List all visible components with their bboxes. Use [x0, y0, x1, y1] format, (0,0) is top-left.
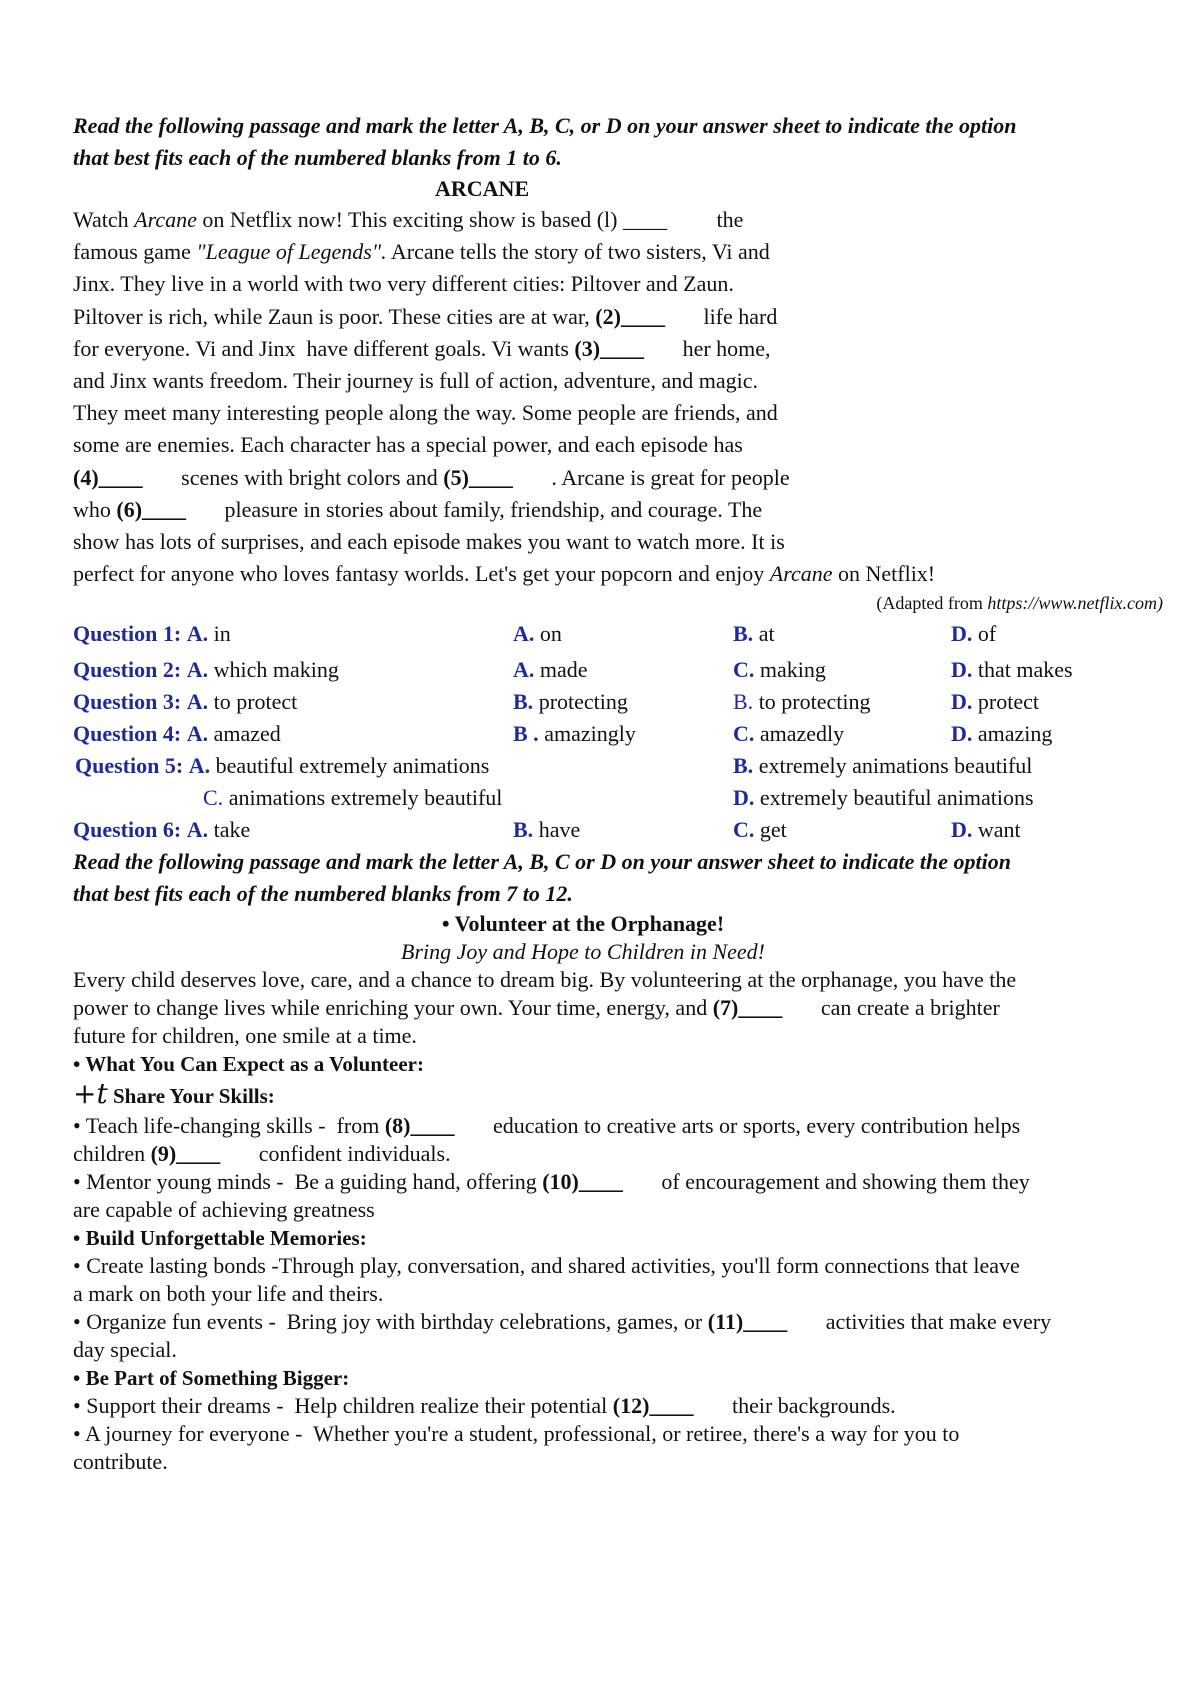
passage-line: (4)____ scenes with bright colors and (5)____ . Arcane is great for people	[73, 464, 790, 490]
option-c[interactable]: C. get	[733, 817, 787, 843]
option-d[interactable]: D. protect	[951, 689, 1039, 715]
passage-line: and Jinx wants freedom. Their journey is full of action, adventure, and magic.	[73, 368, 759, 394]
question-1: Question 1: A. in A. on B. at D. of	[73, 618, 1163, 650]
option-c[interactable]: C. amazedly	[733, 721, 845, 747]
instruction-1-line-1: Read the following passage and mark the letter A, B, C, or D on your answer sheet to indicate the option	[73, 113, 1017, 138]
passage-arcane	[73, 204, 936, 590]
passage-line: Piltover is rich, while Zaun is poor. These cities are at war, (2)____ life hard	[73, 303, 778, 329]
option-b[interactable]: B . amazingly	[513, 721, 636, 747]
option-c[interactable]: C. animations extremely beautiful	[203, 785, 503, 811]
bullet-line: children (9)____ confident individuals.	[73, 1141, 451, 1167]
question-4: Question 4: A. amazed B . amazingly C. amazedly D. amazing	[73, 718, 1163, 750]
skills-heading: +t Share Your Skills:	[73, 1077, 275, 1111]
passage-line: Jinx. They live in a world with two very different cities: Piltover and Zaun.	[73, 271, 734, 297]
instruction-1-line-2: that best fits each of the numbered blanks from 1 to 6.	[73, 145, 562, 170]
passage-line: future for children, one smile at a time.	[73, 1023, 417, 1049]
option-c[interactable]: C. making	[733, 657, 826, 683]
bullet-line: contribute.	[73, 1449, 168, 1475]
option-b[interactable]: B. have	[513, 817, 581, 843]
bullet-line: • A journey for everyone - Whether you're a student, professional, or retiree, there's a way for you to	[73, 1421, 960, 1447]
passage-title: ARCANE	[435, 176, 530, 201]
question-2: Question 2: A. which making A. made C. making D. that makes	[73, 654, 1163, 686]
option-d[interactable]: D. amazing	[951, 721, 1053, 747]
passage-orphanage	[73, 966, 1163, 1476]
passage-2-title: • Volunteer at the Orphanage!	[441, 911, 725, 937]
bullet-line: a mark on both your life and theirs.	[73, 1281, 384, 1307]
passage-line: some are enemies. Each character has a special power, and each episode has	[73, 432, 743, 458]
blank-2: (2)____	[595, 303, 665, 329]
option-b[interactable]: B. protecting	[513, 689, 628, 715]
memories-heading: • Build Unforgettable Memories:	[73, 1226, 367, 1251]
passage-line: Watch Arcane on Netflix now! This exciting show is based (l) ____ the	[73, 207, 744, 232]
passage-line: Every child deserves love, care, and a chance to dream big. By volunteering at the orphanage, you have the	[73, 967, 1017, 993]
blank-12: (12)____	[612, 1393, 694, 1419]
passage-line: for everyone. Vi and Jinx have different goals. Vi wants (3)____ her home,	[73, 335, 771, 361]
instruction-2-line-2: that best fits each of the numbered blanks from 7 to 12.	[73, 881, 573, 907]
bullet-line: day special.	[73, 1337, 177, 1363]
bullet-line: • Mentor young minds - Be a guiding hand, offering (10)____ of encouragement and showing them they	[73, 1169, 1030, 1195]
bigger-heading: • Be Part of Something Bigger:	[73, 1366, 350, 1391]
passage-2-subtitle: Bring Joy and Hope to Children in Need!	[401, 939, 765, 965]
blank-5: (5)____	[443, 464, 513, 490]
instruction-2	[73, 846, 1163, 910]
instruction-1	[73, 110, 1163, 174]
exam-page	[73, 110, 1163, 1476]
option-c[interactable]: B. to protecting	[733, 689, 871, 715]
instruction-2-line-1: Read the following passage and mark the letter A, B, C or D on your answer sheet to indicate the option	[73, 849, 1011, 875]
option-d[interactable]: D. extremely beautiful animations	[733, 785, 1034, 811]
passage-line: who (6)____ pleasure in stories about family, friendship, and courage. The	[73, 496, 763, 522]
bullet-line: • Teach life-changing skills - from (8)____ education to creative arts or sports, every contribution helps	[73, 1113, 1021, 1139]
option-b[interactable]: A. on	[513, 621, 562, 647]
option-d[interactable]: D. want	[951, 817, 1021, 843]
plus-t-symbol: +t	[73, 1077, 108, 1111]
passage-line: power to change lives while enriching your own. Your time, energy, and (7)____ can create a brighter	[73, 995, 1000, 1021]
expect-heading: • What You Can Expect as a Volunteer:	[73, 1052, 424, 1077]
bullet-line: • Support their dreams - Help children realize their potential (12)____ their backgrounds.	[73, 1393, 896, 1419]
passage-line: famous game "League of Legends". Arcane tells the story of two sisters, Vi and	[73, 239, 770, 265]
passage-line: perfect for anyone who loves fantasy worlds. Let's get your popcorn and enjoy Arcane on Netflix!	[73, 561, 936, 587]
question-6: Question 6: A. take B. have C. get D. want	[73, 814, 1163, 846]
passage-line: show has lots of surprises, and each episode makes you want to watch more. It is	[73, 529, 785, 555]
question-5-row-2	[73, 782, 1163, 814]
source-citation: (Adapted from https://www.netflix.com)	[876, 593, 1163, 614]
bullet-line: • Create lasting bonds -Through play, conversation, and shared activities, you'll form connections that leave	[73, 1253, 1020, 1279]
blank-4: (4)____	[73, 464, 143, 490]
option-b[interactable]: B. extremely animations beautiful	[733, 753, 1033, 779]
bullet-line: are capable of achieving greatness	[73, 1197, 375, 1223]
option-d[interactable]: D. of	[951, 621, 997, 647]
passage-line: They meet many interesting people along the way. Some people are friends, and	[73, 400, 778, 426]
option-c[interactable]: B. at	[733, 621, 775, 647]
blank-7: (7)____	[712, 995, 783, 1021]
question-3: Question 3: A. to protect B. protecting B. to protecting D. protect	[73, 686, 1163, 718]
blank-11: (11)____	[707, 1309, 788, 1335]
blank-3: (3)____	[574, 335, 645, 361]
blank-9: (9)____	[150, 1141, 221, 1167]
question-5: Question 5: A. beautiful extremely animations B. extremely animations beautiful	[73, 750, 1163, 782]
blank-8: (8)____	[384, 1113, 455, 1139]
blank-6: (6)____	[116, 496, 187, 522]
blank-10: (10)____	[542, 1169, 623, 1195]
bullet-line: • Organize fun events - Bring joy with birthday celebrations, games, or (11)____ activities that make every	[73, 1309, 1052, 1335]
option-b[interactable]: A. made	[513, 657, 588, 683]
option-d[interactable]: D. that makes	[951, 657, 1073, 683]
